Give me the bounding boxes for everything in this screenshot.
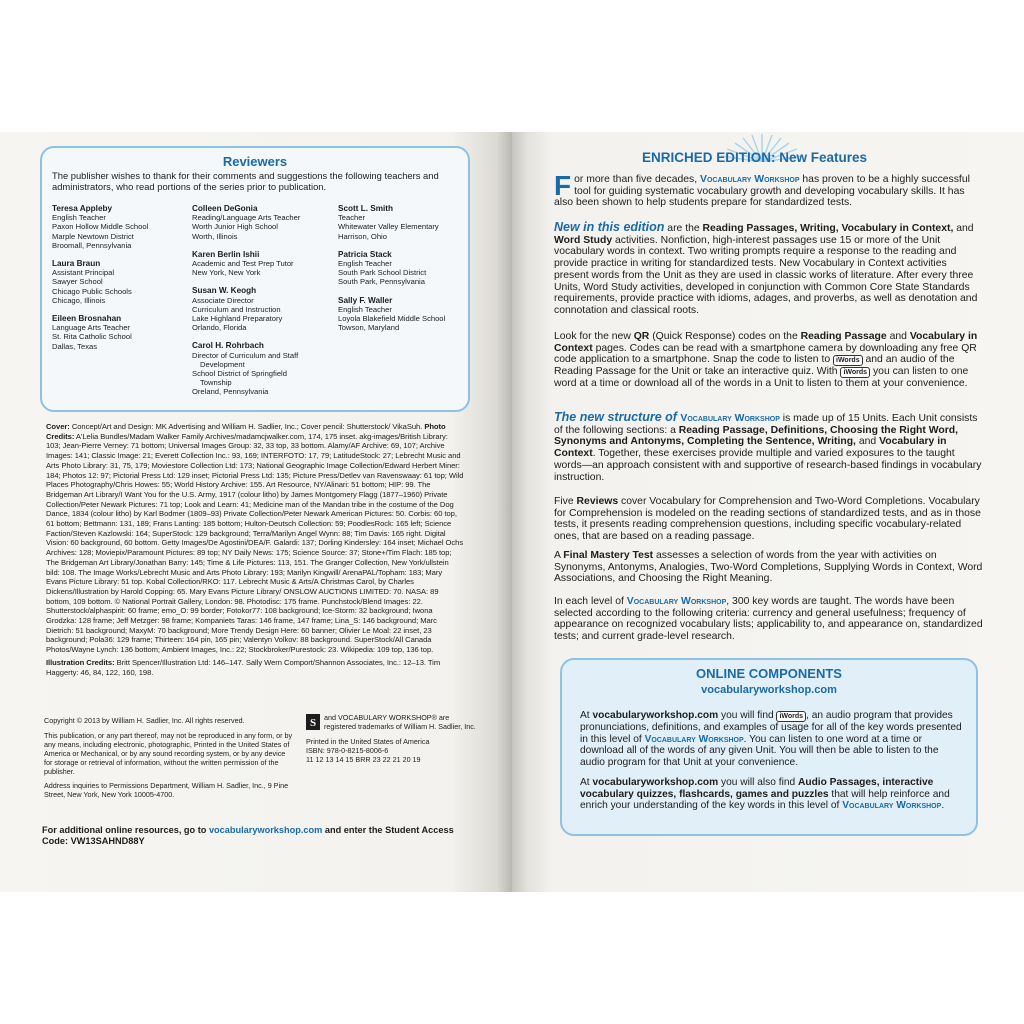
trademark-block [306,714,476,765]
reviewer-detail: Assistant Principal [52,268,115,278]
q1-url-link[interactable]: vocabularyworkshop.com [592,710,719,721]
reviewer-detail: Academic and Test Prep Tutor [192,259,294,269]
illustration-credits-label: Illustration Credits: [46,657,115,667]
printed-in: Printed in the United States of America [306,736,430,746]
p3-bold-c: Vocabulary in Context [554,331,978,354]
q2-bold: Audio Passages, interactive vocabulary quizzes, flashcards, games and puzzles [580,776,934,800]
reviewer-name: Patricia Stack [338,249,392,259]
key-words-paragraph [554,596,984,643]
p5-text-c: cover Vocabulary for Comprehension and Two-Word Completions. Vocabulary for Comprehension is modeled on the reading sections of standardized tests, and as in those tests, it presents reading comprehension questions, including specific vocabulary-related ones, that are based on a reading passage. [554,496,981,543]
p2-text-c: and [953,223,974,234]
p6-bold: Final Mastery Test [563,550,654,561]
p3-text-i: you can listen to one word at a time or download all of the words in a Unit to listen to them at your convenience. [554,366,969,390]
reviewer-entry [192,286,338,332]
q2-text-b: you will also find [718,776,798,788]
permissions-address: Address inquiries to Permissions Department, William H. Sadlier, Inc., 9 Pine Street, New York, New York 10005-4700. [44,781,289,800]
reviews-paragraph [554,496,984,543]
p3-text-a: Look for the new [554,331,634,342]
p2-bold-b: Word Study [554,234,613,246]
reviewer-detail: Development [200,359,245,369]
reviewers-column-2 [192,204,338,406]
left-page [0,132,512,892]
reviewer-entry [192,341,338,396]
reviewer-entry [52,259,192,305]
p6-text-c: assesses a selection of words from the year with activities on Synonyms, Antonyms, Analogies, Two-Word Completions, Supplying Words in Context, Word Associations, and Choosing the Right Meaning. [554,550,983,585]
reviewer-detail: Whitewater Valley Elementary [338,222,439,232]
p3-bold-b: Reading Passage [800,331,887,342]
reviewer-name: Laura Braun [52,259,101,269]
illustration-credits-text: Britt Spencer/Illustration Ltd: 146–147. Sally Wern Comport/Shannon Associates, Inc.: 12–13. Tim Haggerty: 46, 84, 122, 160, 198. [46,657,441,677]
reviewer-detail: English Teacher [338,259,392,269]
reviewer-detail: English Teacher [52,213,106,223]
reviewer-detail: New York, New York [192,268,261,278]
reviewer-detail: Chicago Public Schools [52,286,132,296]
brand-name: Vocabulary Workshop [842,800,942,812]
reviewer-detail: Oreland, Pennsylvania [192,387,269,397]
reviewer-name: Karen Berlin Ishii [192,249,260,259]
p4-text-e: . Together, these exercises provide multiple and varied exposures to the taught words—an approach consistent with and supportive of research-based findings in vocabulary instruction. [554,448,982,483]
q1-text-b: you will find [718,710,777,721]
online-components-url-link[interactable]: vocabularyworkshop.com [701,684,837,696]
p2-text-a: are the [664,223,703,234]
p1-text-b: has proven to be a highly successful tool for guiding systematic vocabulary growth and developing vocabulary skills. It has also been shown to help students prepare for standardized tests. [554,174,970,209]
photo-credits [46,422,464,655]
reviewer-detail: Loyola Blakefield Middle School [338,314,446,324]
reviewer-name: Sally F. Waller [338,295,393,305]
reviewer-detail: Worth, Illinois [192,231,238,241]
p4-bold-a: Reading Passage, Definitions, Choosing the Right Word, Synonyms and Antonyms, Completing the Sentence, Writing, [554,424,958,448]
sadlier-logo-icon [306,714,320,730]
isbn: ISBN: 978-0-8215-8006-6 [306,745,389,755]
reviewer-name: Susan W. Keogh [192,286,257,296]
p2-bold-a: Reading Passages, Writing, Vocabulary in Context, [702,223,954,234]
reviewer-detail: Teacher [338,213,366,223]
title-features: : New Features [771,150,868,165]
drop-cap: F [554,170,572,201]
footer-url-link[interactable]: vocabularyworkshop.com [208,825,323,835]
q2-text-a: At [580,776,593,788]
photo-credits-text: A'Lelia Bundles/Madam Walker Family Archives/madamcjwalker.com, 174, 175 inset. akg-images/British Library: 103; Jean-Pierre Verney: 71 bottom; Universal Images Group: 32, 33 top, 33 bottom. Alamy/AF Archive: 69, 107; Archive Images: 141; Classic Image: 21; Everett Collection Inc.: 93, 169; INTERFOTO: 17, 79; LatitudeStock: 27; Lebrecht Music and Arts Photo Library: 31, 75, 179; Moviestore Collection Ltd: 173; National Geographic Image Collection/Edward Herbert Miner: 184; Photos 12: 97; Pictorial Press Ltd: 129 inset; Pictorial Press Ltd: 135; Picture Press/Detlev van Ravenswaay: 61 top; Wild Places Photography/Chris Howes: 55; World History Archive: 155. Art Resource, NY/Alinari: 51 bottom; HIP: 99. The Bridgeman Art Library/I Want You for the U.S. Army, 1917 (colour litho) by James Montgomery Flagg (1877–1960) Private Collection/Peter Newark Pictures: 71 top; Look and Learn: 41; Medicine man of the Mandan tribe in the costume of the Dog Dance, 1834 (colour litho) by Karl Bodmer (1809–93) Private Collection/Peter Newark American Pictures: 50. Corbis: 60 top, 61 bottom; Bettmann: 131, 189; Frans Lanting: 185 bottom; Hulton-Deutsch Collection: 59; PoodlesRock: 165 left; Science Faction/Steven Kazlowski: 164; SuperStock: 129 background; Terra/Marilyn Angel Wynn: 88; Tim Davis: 165 right. Digital Vision: 60 background, 60 bottom. Getty Images/De Agostini/DEA/F. Galardi: 137; Dorling Kindersley: 164 inset; Michael Ochs Archives: 128; Moviepix/Paramount Pictures: 89 top; NY Daily News: 175; Science Source: 37; Stone+/Tim Flach: 185 top; The Bridgeman Art Library/Jonathan Barry: 145; Time & Life Pictures: 113, 151. The Granger Collection, New York/ullstein bild: 108. The Image Works/Lebrecht Music and Arts Photo Library: 193; Marilyn Kingwill/ ArenaPAL/Topham: 183; Mary Evans Picture Library: 51 top. Kobal Collection/RKO: 117. Lebrecht Music & Arts/A Christmas Carol, by Charles Dickens/Illustration by Harold Copping: 65. Mary Evans Picture Library/ ONSLOW AUCTIONS LIMITED: 70. NASA: 89 bottom, 109 bottom. © National Portrait Gallery, London: 98. Photodisc: 175 frame. Punchstock/Blend Images: 22. Shutterstock/alphaspirit: 60 frame; emo_O: 99 border; Fotokor77: 108 background; Ice-Storm: 32 background; Iwona Grodzka: 128 frame; Jeff Metzger: 98 frame; Kompaniets Taras: 146 frame, 147 frame; Lina_S: 146 background; Marc Dietrich: 51 background; MaxyM: 70 background; More Trendy Design Here: 60 banner; Olivier Le Moal: 22 inset, 23 background; Pola36: 129 frame; Thirteen: 164 pin, 165 pin; Valentyn Volkov: 88 background. SuperStock/All Canada Photos/Wayne Lynch: 136 bottom; Ambient Images, Inc.: 22; Stockbroker/Purestock: 23. Wikipedia: 109 top, 136 top. [46,431,464,655]
printing-line: 11 12 13 14 15 BRR 23 22 21 20 19 [306,754,421,764]
qr-paragraph [554,331,984,390]
cover-text: Concept/Art and Design: MK Advertising and William H. Sadlier, Inc.; Cover pencil: Shutterstock/ VikaSuh. [69,422,425,431]
q1-text-c: , an audio program that provides pronunciations, definitions, and examples of usage for all of the key words presented in this level of [580,710,962,745]
reviewer-detail: Towson, Maryland [338,323,400,333]
iwords-icon: iWords [833,355,863,366]
reviewers-column-1 [52,204,192,360]
enriched-edition-title [642,150,867,165]
footer-access-code: and enter the Student Access Code: VW13SAHND88Y [42,825,454,846]
reviewer-entry [192,204,338,241]
structure-paragraph [554,412,984,483]
illustration-credits [46,658,464,677]
reviewer-detail: Language Arts Teacher [52,323,130,333]
p3-text-h: and an audio of the Reading Passage for the Unit or take an interactive quiz. With [554,354,955,378]
reviewer-detail: Worth Junior High School [192,222,278,232]
reviewer-entry [52,314,192,351]
reviewer-entry [338,204,468,241]
reviewer-entry [192,250,338,278]
brand-name: Vocabulary Workshop [644,733,744,745]
right-page [512,132,1024,892]
q1-text-a: At [580,710,593,721]
reviewer-detail: St. Rita Catholic School [52,332,132,342]
p3-bold-a: QR [633,331,650,342]
copyright-line: Copyright © 2013 by William H. Sadlier, Inc. All rights reserved. [44,716,245,725]
p4-text-a: is made up of 15 Units. Each Unit consists of the following sections: a [554,413,978,436]
p3-text-e: and [886,331,910,342]
online-components-title: ONLINE COMPONENTS [696,666,842,681]
p1-text-a: or more than five decades, [574,174,701,185]
iwords-icon: iWords [840,367,870,378]
reviewer-detail: Lake Highland Preparatory [192,314,283,324]
reviewers-intro: The publisher wishes to thank for their comments and suggestions the following teachers and administrators, who read portions of the series prior to publication. [52,170,439,192]
reviewer-detail: South Park, Pennsylvania [338,277,425,287]
reviewer-detail: English Teacher [338,304,392,314]
reviewer-name: Scott L. Smith [338,204,394,213]
reviewer-detail: Township [200,378,232,388]
reproduction-notice: This publication, or any part thereof, may not be reproduced in any form, or by any means, including electronic, photographic, Printed in the United States of America or Mechanical, or by any sound recording system, or by any device for storage or retrieval of information, without the written permission of the publisher. [44,730,293,776]
final-test-paragraph [554,550,984,585]
reviewer-name: Eileen Brosnahan [52,314,122,324]
q2-text-d: that will help reinforce and enrich your understanding of the key words in this level of [580,788,950,812]
p5-text-a: Five [554,496,577,507]
p7-text-a: In each level of [554,596,627,607]
p7-text-b: , 300 key words are taught. The words have been selected according to the following criteria: currency and general usefulness; frequency of appearance on recognized vocabulary lists; applicability to, and appearance on, standardized tests; and current grade-level research. [554,596,983,643]
p4-bold-b: Vocabulary in Context [554,436,947,460]
reviewer-name: Carol H. Rohrbach [192,341,264,351]
reviewer-detail: Chicago, Illinois [52,295,106,305]
reviewers-box [40,146,470,412]
reviewer-detail: Marple Newtown District [52,231,134,241]
reviewer-name: Colleen DeGonia [192,204,258,213]
trademark-text: and VOCABULARY WORKSHOP® are registered trademarks of William H. Sadlier, Inc. [324,713,476,731]
brand-name: Vocabulary Workshop [680,413,780,424]
p3-text-c: (Quick Response) codes on the [649,331,801,342]
reviewer-detail: South Park School District [338,268,427,278]
intro-paragraph [554,170,984,209]
q2-text-e: . [941,800,945,812]
access-code-footer [42,825,472,847]
structure-lead: The new structure of [554,410,681,424]
book-spread [0,132,1024,892]
copyright-notice [44,717,294,806]
reviewer-detail: Paxon Hollow Middle School [52,222,149,232]
p2-text-e: activities. Nonfiction, high-interest passages use 15 or more of the Unit vocabulary words in context. Two writing prompts require a response to the reading and provide practice in writing for standardized tests. New Vocabulary in Context activities present words from the Unit as they are used in classic works of literature. After every three Units, Word Study activities, developed in conjunction with Common Core State Standards requirements, provide practice with idioms, adages, and proverbs, as well as denotation and connotation and classical roots. [554,234,978,316]
new-edition-lead: New in this edition [554,220,665,234]
reviewer-detail: Director of Curriculum and Staff [192,350,299,360]
reviewer-entry [338,250,468,287]
reviewer-detail: Dallas, Texas [52,341,98,351]
reviewer-detail: Sawyer School [52,277,103,287]
p4-text-c: and [855,436,880,448]
reviewers-title: Reviewers [222,154,288,169]
online-components-box [560,658,978,836]
photo-credits-label: Photo Credits: [46,422,446,441]
new-edition-paragraph [554,222,984,317]
credits-block [46,422,464,677]
brand-name: Vocabulary Workshop [626,596,727,607]
reviewers-column-3 [338,204,468,341]
p3-text-g: pages. Codes can be read with a smartphone camera by downloading any free QR code application to a smartphone. Snap the code to listen to [554,342,977,366]
q2-url-link[interactable]: vocabularyworkshop.com [592,776,719,788]
reviewer-detail: Curriculum and Instruction [192,304,281,314]
iwords-icon: iWords [776,711,806,722]
reviewer-detail: Broomall, Pennsylvania [52,240,132,250]
reviewer-detail: Orlando, Florida [192,323,247,333]
online-components-body [580,710,964,820]
q1-text-d: . You can listen to one word at a time or download all of the words of any given Unit. You will then be able to listen to the audio program for that Unit at your convenience. [580,733,939,769]
cover-label: Cover: [46,422,70,431]
brand-name: Vocabulary Workshop [700,174,800,185]
title-edition: ENRICHED EDITION [642,150,772,165]
p5-bold: Reviews [576,496,619,507]
reviewer-detail: School District of Springfield [192,369,287,379]
reviewer-detail: Reading/Language Arts Teacher [192,213,301,223]
reviewer-detail: Harrison, Ohio [338,231,387,241]
svg-text:S: S [309,717,317,729]
reviewer-detail: Associate Director [192,295,254,305]
footer-text: For additional online resources, go to [42,825,209,835]
p6-text-a: A [554,550,564,561]
reviewer-name: Teresa Appleby [52,204,113,213]
reviewer-entry [52,204,192,250]
reviewer-entry [338,296,468,333]
